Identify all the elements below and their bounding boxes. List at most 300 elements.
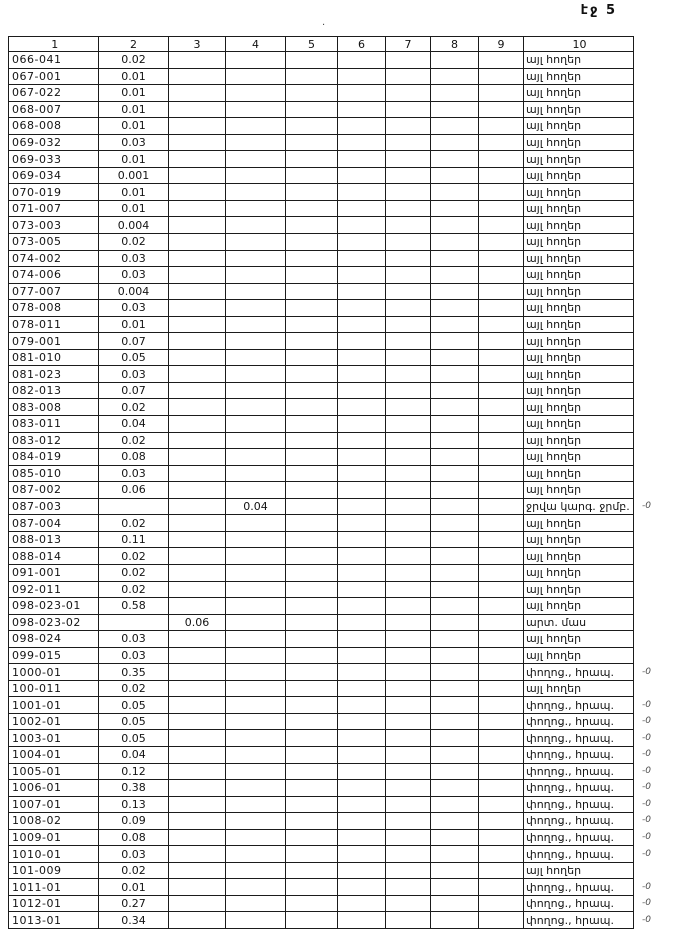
land-type-cell: այլ հողեր [524, 234, 634, 251]
empty-cell-col7 [386, 283, 431, 300]
land-type-cell: փողոց., հրապ. [524, 912, 634, 929]
parcel-code-cell: 1013-01 [9, 912, 99, 929]
empty-cell-col8 [431, 614, 479, 631]
parcel-code-cell: 1004-01 [9, 746, 99, 763]
empty-cell-col6 [338, 598, 386, 615]
empty-cell-col8 [431, 52, 479, 69]
land-type-cell: այլ հողեր [524, 200, 634, 217]
parcel-code-cell: 085-010 [9, 465, 99, 482]
land-type-cell: փողոց., հրապ. [524, 713, 634, 730]
empty-cell-col9 [479, 598, 524, 615]
empty-cell-col7 [386, 498, 431, 515]
table-row [9, 416, 670, 433]
empty-cell-col9 [479, 432, 524, 449]
value-cell-col2: 0.03 [99, 647, 169, 664]
empty-cell-col5 [286, 780, 338, 797]
table-row [9, 846, 670, 863]
empty-cell-col9 [479, 200, 524, 217]
empty-cell-col9 [479, 366, 524, 383]
empty-cell-col7 [386, 68, 431, 85]
land-type-cell: այլ հողեր [524, 515, 634, 532]
empty-cell-col6 [338, 564, 386, 581]
value-cell-col2: 0.07 [99, 333, 169, 350]
table-row [9, 498, 670, 515]
value-cell-col2: 0.02 [99, 399, 169, 416]
empty-cell-col5 [286, 498, 338, 515]
parcel-code-cell: 069-034 [9, 167, 99, 184]
empty-cell-col8 [431, 366, 479, 383]
empty-cell-col8 [431, 598, 479, 615]
empty-cell-col7 [386, 531, 431, 548]
empty-cell-col9 [479, 581, 524, 598]
handwritten-margin-mark [634, 581, 670, 598]
value-cell-col3 [169, 382, 226, 399]
empty-cell-col8 [431, 713, 479, 730]
parcel-code-cell: 071-007 [9, 200, 99, 217]
empty-cell-col8 [431, 300, 479, 317]
table-row [9, 151, 670, 168]
land-type-cell: այլ հողեր [524, 316, 634, 333]
value-cell-col2: 0.01 [99, 151, 169, 168]
handwritten-margin-mark [634, 267, 670, 284]
empty-cell-col6 [338, 52, 386, 69]
parcel-code-cell: 073-005 [9, 234, 99, 251]
empty-cell-col6 [338, 134, 386, 151]
empty-cell-col7 [386, 300, 431, 317]
empty-cell-col6 [338, 895, 386, 912]
empty-cell-col7 [386, 250, 431, 267]
value-cell-col3 [169, 813, 226, 830]
empty-cell-col9 [479, 283, 524, 300]
handwritten-margin-mark [634, 200, 670, 217]
empty-cell-col8 [431, 647, 479, 664]
land-type-cell: այլ հողեր [524, 382, 634, 399]
handwritten-margin-mark [634, 564, 670, 581]
land-type-cell: այլ հողեր [524, 68, 634, 85]
empty-cell-col7 [386, 763, 431, 780]
land-type-cell: փողոց., հրապ. [524, 895, 634, 912]
empty-cell-col6 [338, 217, 386, 234]
land-type-cell: այլ հողեր [524, 399, 634, 416]
handwritten-margin-mark [634, 449, 670, 466]
table-header-row [9, 37, 670, 52]
land-type-cell: ջրվա կարգ. ջրմբ. [524, 498, 634, 515]
empty-cell-col7 [386, 697, 431, 714]
land-type-cell: այլ հողեր [524, 333, 634, 350]
parcel-code-cell: 1008-02 [9, 813, 99, 830]
empty-cell-col9 [479, 416, 524, 433]
value-cell-col2: 0.02 [99, 564, 169, 581]
handwritten-margin-mark: -0 [642, 732, 651, 743]
value-cell-col2: 0.03 [99, 300, 169, 317]
value-cell-col3 [169, 300, 226, 317]
land-type-cell: փողոց., հրապ. [524, 796, 634, 813]
value-cell-col3 [169, 366, 226, 383]
empty-cell-col9 [479, 399, 524, 416]
empty-cell-col8 [431, 796, 479, 813]
empty-cell-col9 [479, 449, 524, 466]
empty-cell-col5 [286, 349, 338, 366]
handwritten-margin-mark [634, 349, 670, 366]
margin-column-header [634, 37, 670, 52]
empty-cell-col7 [386, 730, 431, 747]
empty-cell-col9 [479, 829, 524, 846]
land-type-cell: այլ հողեր [524, 862, 634, 879]
value-cell-col4 [226, 813, 286, 830]
value-cell-col4 [226, 780, 286, 797]
handwritten-margin-mark: -0 [642, 815, 651, 826]
table-row [9, 664, 670, 681]
table-row [9, 780, 670, 797]
empty-cell-col8 [431, 813, 479, 830]
empty-cell-col6 [338, 730, 386, 747]
header-cell-2: 2 [99, 37, 169, 52]
table-row [9, 581, 670, 598]
empty-cell-col9 [479, 85, 524, 102]
page-number: էջ 5 [580, 3, 617, 18]
table-row [9, 366, 670, 383]
empty-cell-col8 [431, 167, 479, 184]
value-cell-col3 [169, 746, 226, 763]
empty-cell-col6 [338, 416, 386, 433]
value-cell-col2: 0.004 [99, 217, 169, 234]
value-cell-col4 [226, 151, 286, 168]
empty-cell-col7 [386, 813, 431, 830]
empty-cell-col7 [386, 416, 431, 433]
value-cell-col3 [169, 399, 226, 416]
handwritten-margin-mark: -0 [642, 782, 651, 793]
empty-cell-col7 [386, 829, 431, 846]
value-cell-col2: 0.01 [99, 200, 169, 217]
value-cell-col2: 0.38 [99, 780, 169, 797]
empty-cell-col8 [431, 548, 479, 565]
value-cell-col2: 0.01 [99, 316, 169, 333]
empty-cell-col7 [386, 796, 431, 813]
empty-cell-col9 [479, 217, 524, 234]
value-cell-col4 [226, 763, 286, 780]
value-cell-col4 [226, 895, 286, 912]
parcel-code-cell: 098-024 [9, 631, 99, 648]
empty-cell-col9 [479, 895, 524, 912]
value-cell-col4 [226, 300, 286, 317]
empty-cell-col7 [386, 134, 431, 151]
parcel-code-cell: 083-012 [9, 432, 99, 449]
empty-cell-col8 [431, 416, 479, 433]
land-type-cell: այլ հողեր [524, 482, 634, 499]
parcel-code-cell: 087-003 [9, 498, 99, 515]
value-cell-col4 [226, 564, 286, 581]
value-cell-col3 [169, 134, 226, 151]
value-cell-col2 [99, 614, 169, 631]
header-cell-6: 6 [338, 37, 386, 52]
table-row [9, 912, 670, 929]
value-cell-col3 [169, 846, 226, 863]
empty-cell-col6 [338, 382, 386, 399]
empty-cell-col5 [286, 68, 338, 85]
handwritten-margin-mark [634, 647, 670, 664]
empty-cell-col5 [286, 895, 338, 912]
value-cell-col4 [226, 416, 286, 433]
empty-cell-col6 [338, 300, 386, 317]
value-cell-col3 [169, 730, 226, 747]
parcel-code-cell: 098-023-01 [9, 598, 99, 615]
value-cell-col3 [169, 432, 226, 449]
value-cell-col2: 0.58 [99, 598, 169, 615]
empty-cell-col6 [338, 465, 386, 482]
empty-cell-col7 [386, 647, 431, 664]
empty-cell-col6 [338, 316, 386, 333]
value-cell-col3 [169, 548, 226, 565]
empty-cell-col5 [286, 482, 338, 499]
empty-cell-col5 [286, 879, 338, 896]
empty-cell-col6 [338, 829, 386, 846]
empty-cell-col8 [431, 184, 479, 201]
land-type-cell: այլ հողեր [524, 217, 634, 234]
value-cell-col4 [226, 631, 286, 648]
empty-cell-col9 [479, 316, 524, 333]
value-cell-col3 [169, 680, 226, 697]
value-cell-col3 [169, 531, 226, 548]
table-row [9, 862, 670, 879]
parcel-code-cell: 074-002 [9, 250, 99, 267]
table-row [9, 515, 670, 532]
empty-cell-col6 [338, 631, 386, 648]
value-cell-col4 [226, 399, 286, 416]
table-row [9, 85, 670, 102]
empty-cell-col7 [386, 581, 431, 598]
empty-cell-col8 [431, 68, 479, 85]
table-row [9, 813, 670, 830]
parcel-code-cell: 081-010 [9, 349, 99, 366]
value-cell-col2: 0.03 [99, 465, 169, 482]
empty-cell-col5 [286, 399, 338, 416]
empty-cell-col8 [431, 912, 479, 929]
empty-cell-col5 [286, 267, 338, 284]
empty-cell-col8 [431, 267, 479, 284]
land-type-cell: այլ հողեր [524, 631, 634, 648]
empty-cell-col6 [338, 151, 386, 168]
empty-cell-col5 [286, 813, 338, 830]
empty-cell-col8 [431, 399, 479, 416]
empty-cell-col7 [386, 267, 431, 284]
handwritten-margin-mark: -0 [642, 898, 651, 909]
empty-cell-col8 [431, 846, 479, 863]
value-cell-col2: 0.004 [99, 283, 169, 300]
parcel-code-cell: 1009-01 [9, 829, 99, 846]
empty-cell-col7 [386, 846, 431, 863]
empty-cell-col5 [286, 912, 338, 929]
value-cell-col2: 0.12 [99, 763, 169, 780]
empty-cell-col5 [286, 548, 338, 565]
handwritten-margin-mark [634, 598, 670, 615]
value-cell-col2: 0.09 [99, 813, 169, 830]
value-cell-col2: 0.02 [99, 862, 169, 879]
table-row [9, 829, 670, 846]
table-row [9, 895, 670, 912]
empty-cell-col6 [338, 796, 386, 813]
empty-cell-col9 [479, 333, 524, 350]
value-cell-col3 [169, 316, 226, 333]
land-type-cell: փողոց., հրապ. [524, 664, 634, 681]
empty-cell-col7 [386, 879, 431, 896]
parcel-code-cell: 1010-01 [9, 846, 99, 863]
empty-cell-col8 [431, 151, 479, 168]
value-cell-col3 [169, 101, 226, 118]
empty-cell-col8 [431, 200, 479, 217]
table-row [9, 449, 670, 466]
empty-cell-col7 [386, 746, 431, 763]
parcel-code-cell: 1003-01 [9, 730, 99, 747]
table-row [9, 631, 670, 648]
table-row [9, 349, 670, 366]
empty-cell-col6 [338, 581, 386, 598]
empty-cell-col8 [431, 250, 479, 267]
empty-cell-col9 [479, 548, 524, 565]
handwritten-margin-mark [634, 333, 670, 350]
value-cell-col4 [226, 68, 286, 85]
value-cell-col2: 0.01 [99, 879, 169, 896]
empty-cell-col8 [431, 829, 479, 846]
value-cell-col2: 0.001 [99, 167, 169, 184]
empty-cell-col6 [338, 68, 386, 85]
value-cell-col4 [226, 167, 286, 184]
parcel-code-cell: 074-006 [9, 267, 99, 284]
empty-cell-col9 [479, 151, 524, 168]
table-row [9, 333, 670, 350]
value-cell-col4: 0.04 [226, 498, 286, 515]
empty-cell-col9 [479, 664, 524, 681]
land-type-cell: այլ հողեր [524, 432, 634, 449]
table-row [9, 465, 670, 482]
empty-cell-col7 [386, 895, 431, 912]
header-cell-3: 3 [169, 37, 226, 52]
empty-cell-col6 [338, 349, 386, 366]
value-cell-col3 [169, 664, 226, 681]
value-cell-col3 [169, 697, 226, 714]
empty-cell-col9 [479, 184, 524, 201]
empty-cell-col6 [338, 746, 386, 763]
empty-cell-col7 [386, 614, 431, 631]
value-cell-col2: 0.08 [99, 829, 169, 846]
value-cell-col4 [226, 647, 286, 664]
value-cell-col4 [226, 432, 286, 449]
empty-cell-col7 [386, 680, 431, 697]
empty-cell-col8 [431, 498, 479, 515]
value-cell-col3 [169, 647, 226, 664]
land-type-cell: այլ հողեր [524, 283, 634, 300]
value-cell-col2: 0.03 [99, 267, 169, 284]
empty-cell-col6 [338, 614, 386, 631]
handwritten-margin-mark [634, 52, 670, 69]
empty-cell-col8 [431, 465, 479, 482]
empty-cell-col8 [431, 349, 479, 366]
empty-cell-col8 [431, 515, 479, 532]
table-header [9, 37, 670, 52]
parcel-code-cell: 073-003 [9, 217, 99, 234]
empty-cell-col5 [286, 151, 338, 168]
value-cell-col3 [169, 796, 226, 813]
value-cell-col3 [169, 85, 226, 102]
value-cell-col4 [226, 118, 286, 135]
value-cell-col3 [169, 52, 226, 69]
land-type-cell: այլ հողեր [524, 449, 634, 466]
parcel-code-cell: 098-023-02 [9, 614, 99, 631]
table-row [9, 680, 670, 697]
empty-cell-col9 [479, 68, 524, 85]
value-cell-col4 [226, 465, 286, 482]
empty-cell-col5 [286, 846, 338, 863]
land-type-cell: այլ հողեր [524, 416, 634, 433]
value-cell-col2: 0.27 [99, 895, 169, 912]
empty-cell-col5 [286, 746, 338, 763]
empty-cell-col9 [479, 482, 524, 499]
land-type-cell: արտ. մաս [524, 614, 634, 631]
handwritten-margin-mark [634, 68, 670, 85]
empty-cell-col7 [386, 399, 431, 416]
value-cell-col4 [226, 184, 286, 201]
value-cell-col2: 0.03 [99, 631, 169, 648]
value-cell-col4 [226, 200, 286, 217]
value-cell-col2: 0.06 [99, 482, 169, 499]
land-type-cell: այլ հողեր [524, 598, 634, 615]
empty-cell-col6 [338, 184, 386, 201]
value-cell-col2: 0.04 [99, 416, 169, 433]
value-cell-col4 [226, 267, 286, 284]
empty-cell-col9 [479, 134, 524, 151]
empty-cell-col8 [431, 482, 479, 499]
value-cell-col3 [169, 68, 226, 85]
parcel-code-cell: 087-004 [9, 515, 99, 532]
table-row [9, 647, 670, 664]
empty-cell-col7 [386, 382, 431, 399]
empty-cell-col5 [286, 829, 338, 846]
land-type-cell: փողոց., հրապ. [524, 879, 634, 896]
land-type-cell: փողոց., հրապ. [524, 780, 634, 797]
empty-cell-col7 [386, 184, 431, 201]
handwritten-margin-mark [634, 234, 670, 251]
value-cell-col3 [169, 184, 226, 201]
empty-cell-col6 [338, 399, 386, 416]
value-cell-col3 [169, 333, 226, 350]
value-cell-col4 [226, 333, 286, 350]
empty-cell-col9 [479, 647, 524, 664]
handwritten-margin-mark [634, 101, 670, 118]
value-cell-col2: 0.01 [99, 101, 169, 118]
empty-cell-col8 [431, 697, 479, 714]
land-type-cell: փողոց., հրապ. [524, 763, 634, 780]
parcel-code-cell: 077-007 [9, 283, 99, 300]
parcel-code-cell: 1006-01 [9, 780, 99, 797]
parcel-code-cell: 1007-01 [9, 796, 99, 813]
empty-cell-col7 [386, 713, 431, 730]
empty-cell-col8 [431, 85, 479, 102]
value-cell-col4 [226, 548, 286, 565]
empty-cell-col7 [386, 333, 431, 350]
table-row [9, 697, 670, 714]
empty-cell-col6 [338, 449, 386, 466]
empty-cell-col9 [479, 614, 524, 631]
value-cell-col3 [169, 118, 226, 135]
empty-cell-col9 [479, 713, 524, 730]
empty-cell-col6 [338, 697, 386, 714]
empty-cell-col5 [286, 515, 338, 532]
empty-cell-col8 [431, 316, 479, 333]
parcel-code-cell: 084-019 [9, 449, 99, 466]
empty-cell-col9 [479, 780, 524, 797]
parcel-code-cell: 100-011 [9, 680, 99, 697]
empty-cell-col9 [479, 349, 524, 366]
value-cell-col3 [169, 912, 226, 929]
